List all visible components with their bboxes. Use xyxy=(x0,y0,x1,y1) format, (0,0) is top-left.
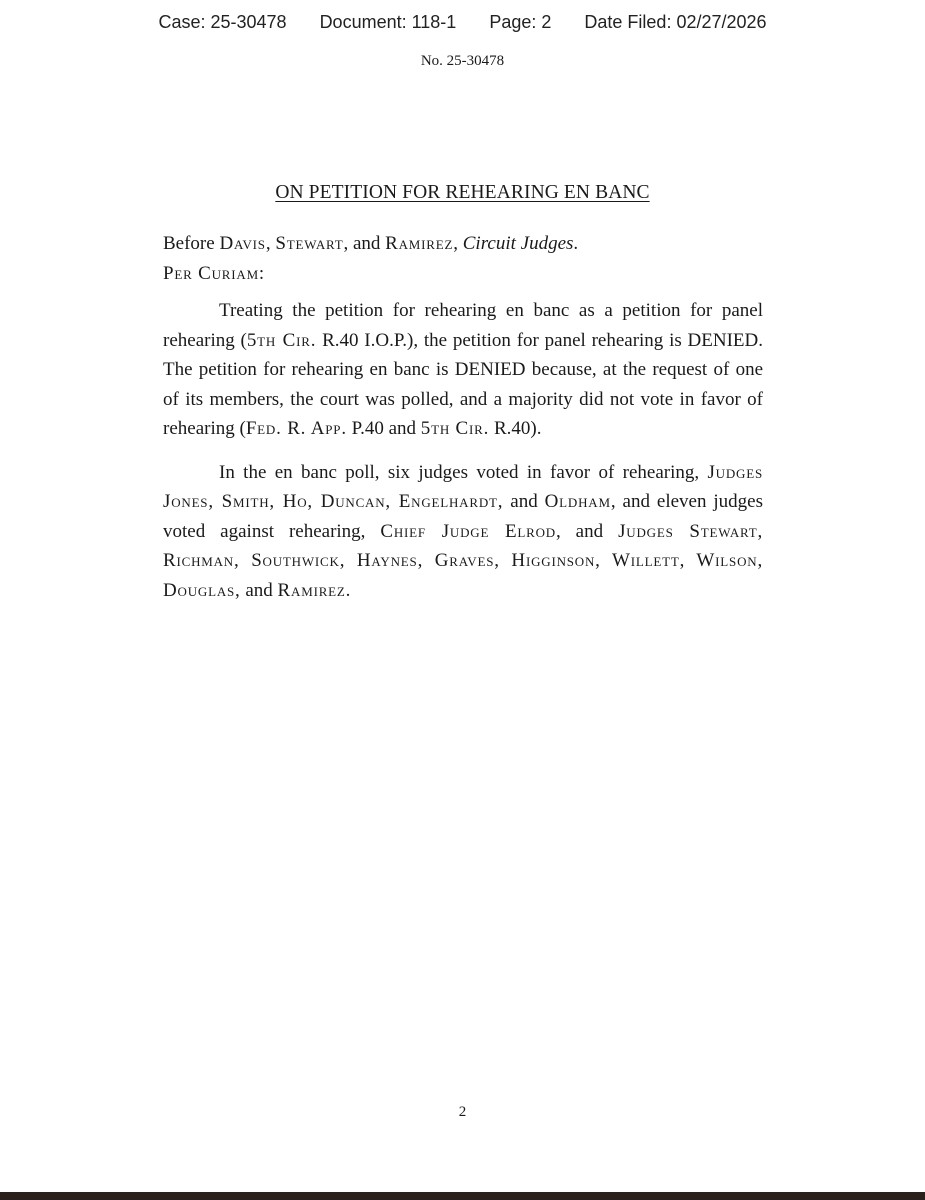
separator: , xyxy=(265,233,276,254)
section-heading: ON PETITION FOR REHEARING EN BANC xyxy=(275,182,650,203)
stamp-page-number: Page: 2 xyxy=(489,12,552,32)
separator: , and xyxy=(343,233,386,254)
order-paragraph-1 xyxy=(163,296,763,444)
per-curiam-label: Per Curiam: xyxy=(163,262,266,284)
text-run: and xyxy=(240,579,278,601)
citation: Fed. R. App. xyxy=(245,418,347,439)
page-number: 2 xyxy=(458,1104,467,1120)
before-line xyxy=(163,229,763,259)
text-run: , and xyxy=(555,520,619,542)
citation: 5th Cir. xyxy=(420,418,490,439)
bottom-edge-bar xyxy=(0,1192,925,1200)
text-run: P.40 and xyxy=(346,418,421,439)
judges-in-favor: Judges Jones, Smith, Ho, Duncan, Engelhardt, xyxy=(163,461,763,512)
filing-stamp-header xyxy=(0,12,925,33)
judges-title: Circuit Judges xyxy=(462,233,574,254)
docket-number: No. 25-30478 xyxy=(420,53,505,69)
text-run: Treating the petition for rehearing en banc as a petition for panel rehearing ( xyxy=(163,300,763,351)
separator: , xyxy=(453,233,463,254)
opinion-body xyxy=(163,229,763,605)
judge-name: Ramirez xyxy=(385,233,454,254)
document-number: Document: 118-1 xyxy=(319,12,457,32)
text-run: R.40 I.O.P.), the petition for panel rehearing is DENIED. The petition for rehearing en banc is DENIED because, at the request of one of its members, the court was polled, and a majority did not vote in favor of rehearing ( xyxy=(163,329,763,439)
before-prefix: Before xyxy=(163,233,220,254)
text-run: In the en banc poll, six judges voted in favor of rehearing, xyxy=(219,461,708,483)
text-run: and xyxy=(503,491,545,512)
judges-against: Judges Stewart, Richman, Southwick, Haynes, Graves, Higginson, Willett, Wilson, Douglas, xyxy=(163,520,764,601)
date-filed: Date Filed: 02/27/2026 xyxy=(584,12,767,32)
order-paragraph-2 xyxy=(163,458,763,606)
judges-against: Ramirez xyxy=(277,579,346,601)
text-run: , and eleven judges voted against rehearing, xyxy=(163,491,764,542)
case-number: Case: 25-30478 xyxy=(158,12,287,32)
judges-in-favor: Oldham xyxy=(544,491,611,512)
chief-judge: Chief Judge Elrod xyxy=(380,520,556,542)
judge-name: Davis xyxy=(219,233,266,254)
text-run: R.40). xyxy=(489,418,542,439)
separator: . xyxy=(573,233,579,254)
text-run: . xyxy=(345,579,351,601)
citation: 5th Cir. xyxy=(246,329,317,351)
judge-name: Stewart xyxy=(275,233,344,254)
